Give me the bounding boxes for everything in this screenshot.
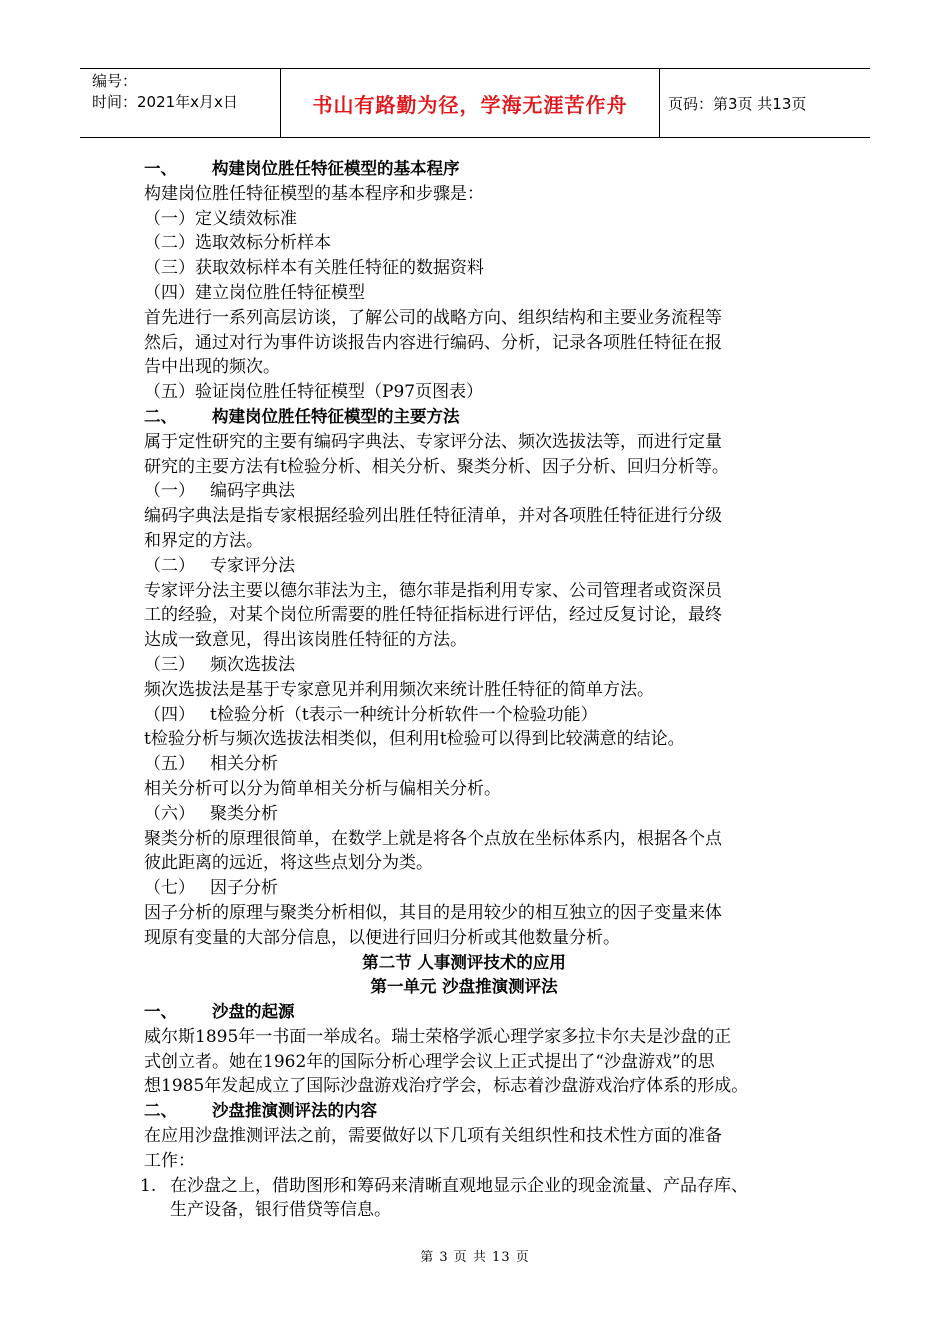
page-footer: 第 3 页 共 13 页	[420, 1250, 530, 1265]
list-item: （二）选取效标分析样本	[144, 233, 331, 254]
page-label: 页码：第3页 共13页	[668, 94, 807, 113]
paragraph-line: 想1985年发起成立了国际沙盘游戏治疗学会，标志着沙盘游戏治疗体系的形成。	[144, 1076, 749, 1097]
section-heading-4: 二、 沙盘推演测评法的内容	[144, 1101, 377, 1121]
method-heading: （四） t检验分析（t表示一种统计分析软件一个检验功能）	[144, 704, 598, 725]
paragraph-line: 工的经验，对某个岗位所需要的胜任特征指标进行评估，经过反复讨论，最终	[144, 605, 722, 626]
paragraph-line: 告中出现的频次。	[144, 357, 280, 378]
section-heading-2: 二、 构建岗位胜任特征模型的主要方法	[144, 406, 460, 426]
paragraph-line: 在应用沙盘推测评法之前，需要做好以下几项有关组织性和技术性方面的准备	[144, 1126, 722, 1147]
paragraph-line: 属于定性研究的主要有编码字典法、专家评分法、频次选拔法等，而进行定量	[144, 431, 722, 452]
paragraph-line: 因子分析的原理与聚类分析相似，其目的是用较少的相互独立的因子变量来体	[144, 902, 722, 923]
paragraph-line: 首先进行一系列高层访谈，了解公司的战略方向、组织结构和主要业务流程等	[144, 307, 722, 328]
list-item: （三）获取效标样本有关胜任特征的数据资料	[144, 258, 484, 279]
code-label: 编号：	[92, 72, 138, 90]
paragraph-line: 编码字典法是指专家根据经验列出胜任特征清单，并对各项胜任特征进行分级	[144, 506, 722, 527]
numbered-item: 1. 在沙盘之上，借助图形和筹码来清晰直观地显示企业的现金流量、产品存库、	[140, 1175, 748, 1196]
paragraph-line: 彼此距离的远近，将这些点划分为类。	[144, 853, 433, 874]
header-motto-cell	[280, 69, 660, 137]
paragraph-line: 达成一致意见，得出该岗胜任特征的方法。	[144, 630, 467, 651]
method-heading: （二） 专家评分法	[144, 555, 295, 576]
paragraph-line: t检验分析与频次选拔法相类似，但利用t检验可以得到比较满意的结论。	[144, 729, 685, 750]
method-heading: （六） 聚类分析	[144, 803, 278, 824]
paragraph-line: 专家评分法主要以德尔菲法为主，德尔菲是指利用专家、公司管理者或资深员	[144, 580, 722, 601]
document-body	[140, 157, 824, 1223]
paragraph-line: 工作：	[144, 1150, 195, 1171]
section-heading-3: 一、 沙盘的起源	[144, 1002, 295, 1022]
section-title: 第二节 人事测评技术的应用	[362, 952, 566, 972]
method-heading: （七） 因子分析	[144, 878, 278, 899]
method-heading: （三） 频次选拔法	[144, 654, 295, 675]
date-line: 时间：2021年x月x日	[92, 93, 238, 111]
section-heading-1: 一、 构建岗位胜任特征模型的基本程序	[144, 159, 460, 178]
method-heading: （一） 编码字典法	[144, 481, 295, 502]
paragraph-line: 聚类分析的原理很简单，在数学上就是将各个点放在坐标体系内，根据各个点	[144, 828, 722, 849]
method-heading: （五） 相关分析	[144, 754, 278, 775]
list-item: （五）验证岗位胜任特征模型（P97页图表）	[144, 382, 484, 403]
unit-title: 第一单元 沙盘推演测评法	[370, 977, 558, 997]
list-item: （四）建立岗位胜任特征模型	[144, 282, 365, 303]
paragraph-line: 威尔斯1895年一书面一举成名。瑞士荣格学派心理学家多拉卡尔夫是沙盘的正	[144, 1026, 732, 1047]
paragraph-line: 式创立者。她在1962年的国际分析心理学会议上正式提出了“沙盘游戏”的思	[144, 1051, 715, 1072]
page-header	[80, 68, 870, 138]
list-item: （一）定义绩效标准	[144, 208, 297, 229]
header-page-info	[668, 69, 806, 137]
paragraph-line: 和界定的方法。	[144, 530, 263, 551]
header-left	[92, 71, 282, 113]
paragraph-line: 频次选拔法是基于专家意见并利用频次来统计胜任特征的简单方法。	[144, 679, 654, 700]
paragraph-line: 相关分析可以分为简单相关分析与偏相关分析。	[144, 778, 501, 799]
paragraph-line: 研究的主要方法有t检验分析、相关分析、聚类分析、因子分析、回归分析等。	[144, 456, 729, 477]
motto: 书山有路勤为径，学海无涯苦作舟	[312, 92, 628, 117]
paragraph-line: 现原有变量的大部分信息，以便进行回归分析或其他数量分析。	[144, 927, 620, 948]
numbered-item-continuation: 生产设备，银行借贷等信息。	[170, 1200, 391, 1221]
paragraph: 构建岗位胜任特征模型的基本程序和步骤是：	[144, 183, 484, 204]
paragraph-line: 然后，通过对行为事件访谈报告内容进行编码、分析，记录各项胜任特征在报	[144, 332, 722, 353]
